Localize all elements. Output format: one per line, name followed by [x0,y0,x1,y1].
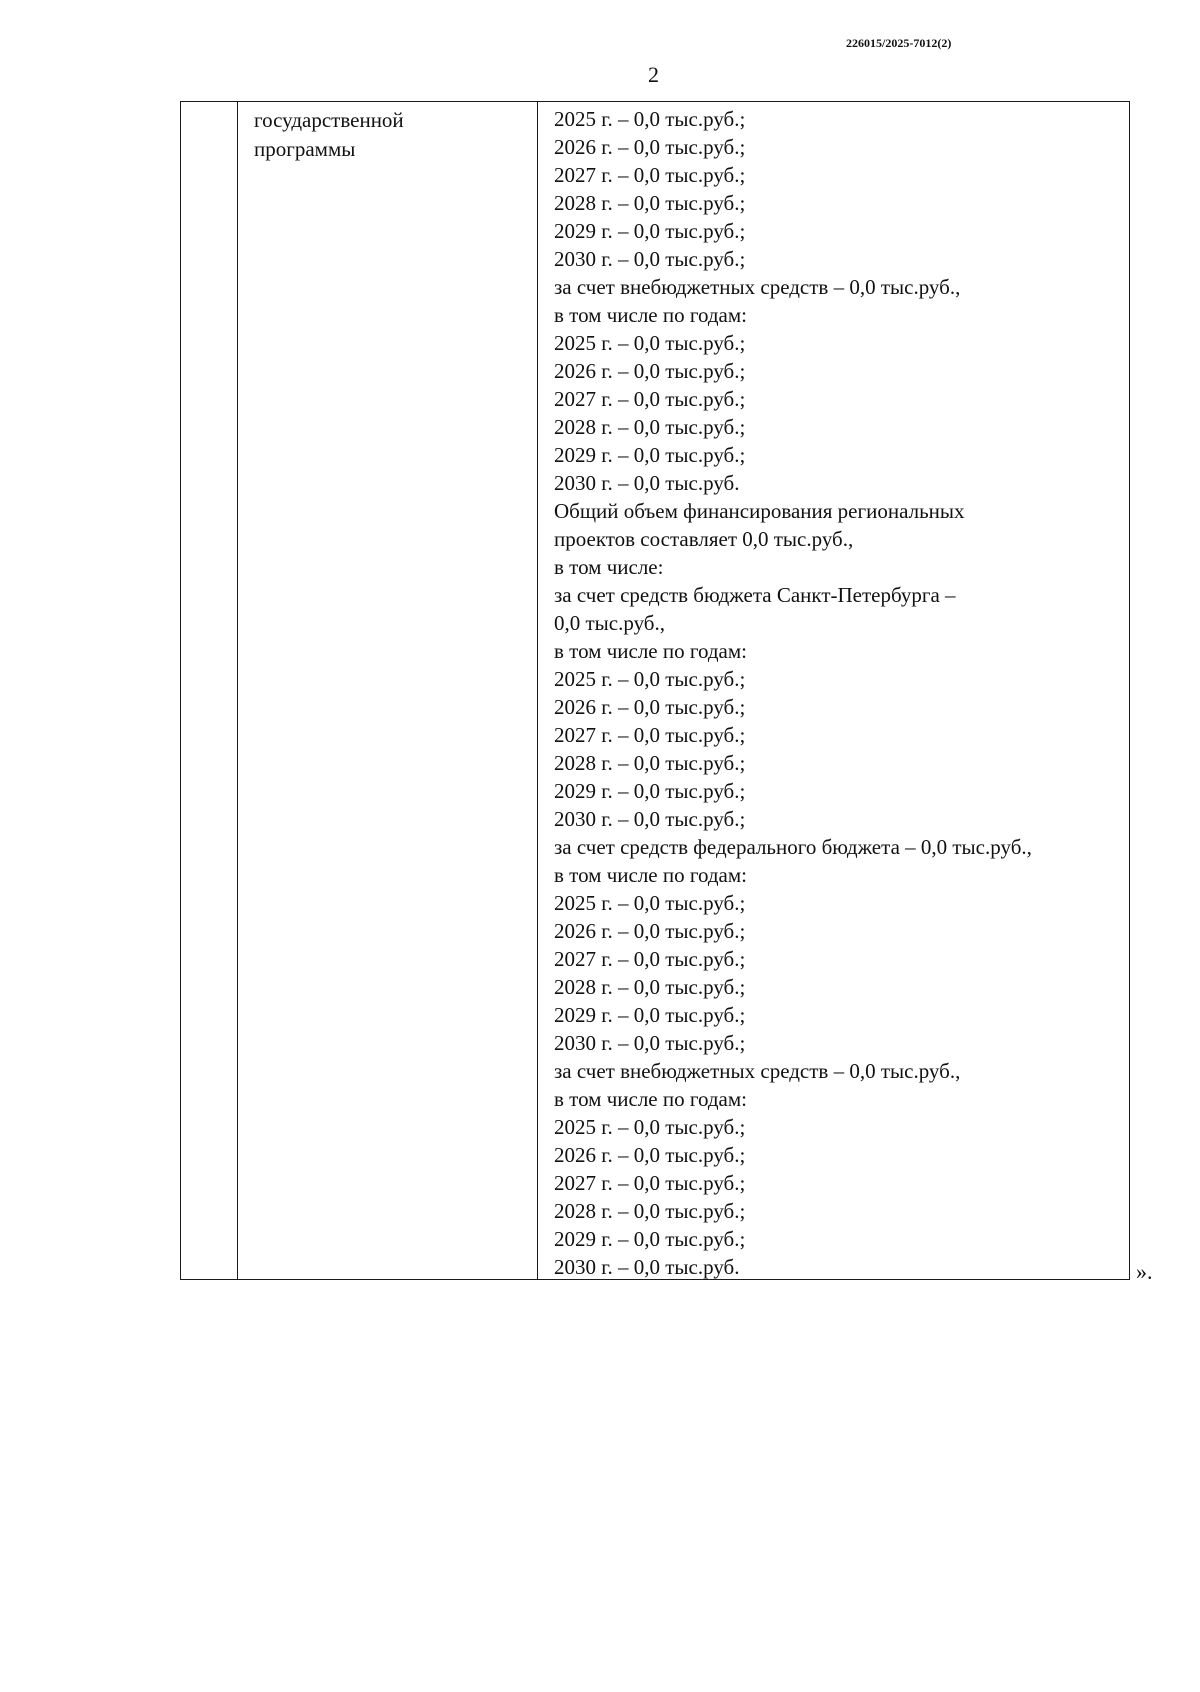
content-line: в том числе по годам: [554,639,747,663]
content-line: проектов составляет 0,0 тыс.руб., [554,527,854,551]
content-line: 2030 г. – 0,0 тыс.руб.; [554,807,746,831]
content-line: 2025 г. – 0,0 тыс.руб.; [554,331,746,355]
content-line: в том числе: [554,555,664,579]
table-content-cell [538,102,1129,1279]
table-number-column [181,102,238,1279]
content-line: 2027 г. – 0,0 тыс.руб.; [554,387,746,411]
content-line: 2029 г. – 0,0 тыс.руб.; [554,443,746,467]
label-line: государственной [254,108,404,132]
content-line: 2026 г. – 0,0 тыс.руб.; [554,135,746,159]
content-line: 2030 г. – 0,0 тыс.руб. [554,471,740,495]
content-line: 2027 г. – 0,0 тыс.руб.; [554,723,746,747]
content-line: 2029 г. – 0,0 тыс.руб.; [554,219,746,243]
content-line: 2027 г. – 0,0 тыс.руб.; [554,163,746,187]
content-line: в том числе по годам: [554,863,747,887]
content-line: 2026 г. – 0,0 тыс.руб.; [554,919,746,943]
table-label-cell [238,102,538,1279]
content-line: за счет средств бюджета Санкт-Петербурга – [554,583,956,607]
content-line: в том числе по годам: [554,303,747,327]
content-line: 2025 г. – 0,0 тыс.руб.; [554,667,746,691]
content-line: 2028 г. – 0,0 тыс.руб.; [554,751,746,775]
content-line: 2028 г. – 0,0 тыс.руб.; [554,191,746,215]
content-line: за счет внебюджетных средств – 0,0 тыс.руб., [554,1059,961,1083]
content-line: 2027 г. – 0,0 тыс.руб.; [554,1171,746,1195]
financing-table [180,101,1130,1280]
label-line: программы [254,137,356,161]
content-line: 2029 г. – 0,0 тыс.руб.; [554,779,746,803]
content-line: в том числе по годам: [554,1087,747,1111]
content-line: 2028 г. – 0,0 тыс.руб.; [554,975,746,999]
content-line: 2026 г. – 0,0 тыс.руб.; [554,695,746,719]
content-line: 2030 г. – 0,0 тыс.руб. [554,1255,740,1279]
content-line: за счет внебюджетных средств – 0,0 тыс.руб., [554,275,961,299]
content-line: 2028 г. – 0,0 тыс.руб.; [554,1199,746,1223]
page-number: 2 [648,62,659,87]
content-line: 2027 г. – 0,0 тыс.руб.; [554,947,746,971]
content-line: 0,0 тыс.руб., [554,611,665,635]
content-line: 2029 г. – 0,0 тыс.руб.; [554,1003,746,1027]
content-line: 2025 г. – 0,0 тыс.руб.; [554,107,746,131]
document-id: 226015/2025-7012(2) [846,36,952,50]
closing-quote: ». [1136,1259,1153,1284]
content-line: Общий объем финансирования региональных [554,499,965,523]
content-line: за счет средств федерального бюджета – 0,0 тыс.руб., [554,835,1032,859]
content-line: 2030 г. – 0,0 тыс.руб.; [554,247,746,271]
content-line: 2025 г. – 0,0 тыс.руб.; [554,891,746,915]
content-line: 2026 г. – 0,0 тыс.руб.; [554,359,746,383]
content-line: 2026 г. – 0,0 тыс.руб.; [554,1143,746,1167]
content-line: 2030 г. – 0,0 тыс.руб.; [554,1031,746,1055]
content-line: 2029 г. – 0,0 тыс.руб.; [554,1227,746,1251]
content-line: 2025 г. – 0,0 тыс.руб.; [554,1115,746,1139]
content-line: 2028 г. – 0,0 тыс.руб.; [554,415,746,439]
